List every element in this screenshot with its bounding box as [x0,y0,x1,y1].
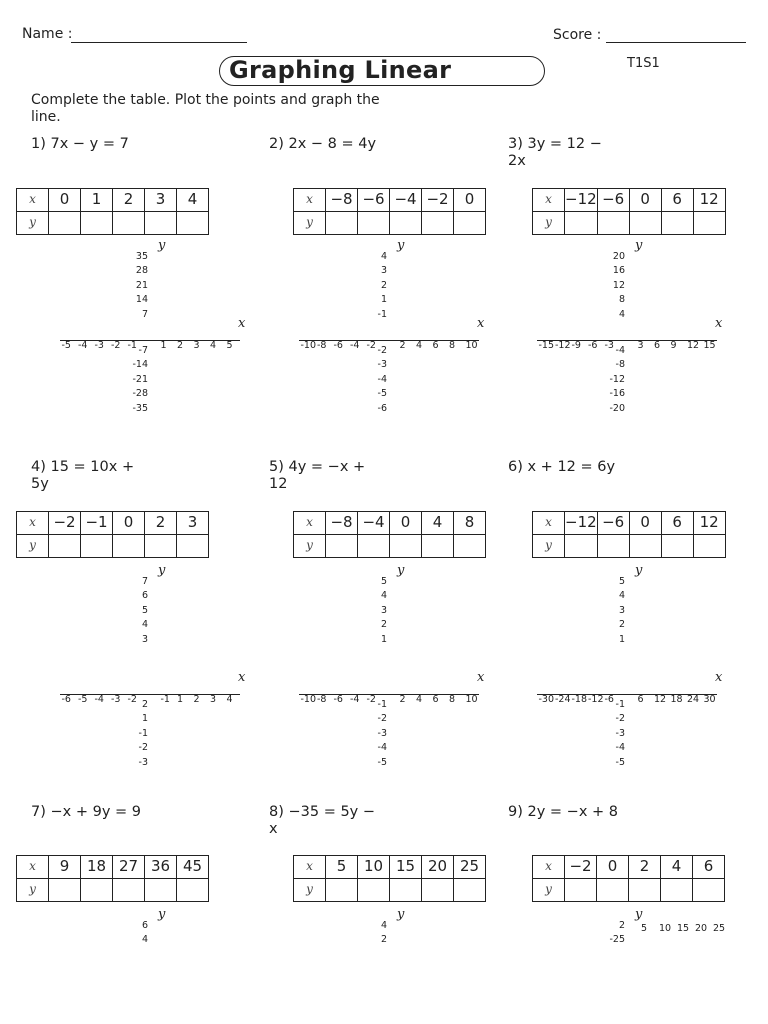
x-value-cell: 3 [145,189,177,212]
y-tick-label: 3 [380,604,387,616]
y-tick-label: 5 [141,604,148,616]
y-answer-cell[interactable] [390,535,422,558]
y-row-label: y [294,212,326,235]
y-axis-name: y [635,563,643,578]
y-row-label: y [533,879,565,902]
y-answer-cell[interactable] [629,879,661,902]
x-tick-label: -4 [94,694,104,705]
x-tick-label: 20 [695,923,708,934]
x-value-cell: 2 [113,189,145,212]
y-tick-label: -3 [377,359,387,371]
x-tick-label: -8 [317,694,327,705]
y-tick-label: -16 [609,388,625,400]
x-tick-label: 12 [687,340,700,351]
x-row-label: x [533,512,565,535]
x-tick-label: 24 [687,694,700,705]
x-value-cell: 10 [358,856,390,879]
x-tick-label: 10 [465,694,478,705]
x-tick-label: 4 [210,340,217,351]
x-tick-label: -12 [555,340,571,351]
x-value-cell: 0 [629,189,661,212]
table-row-y [294,212,486,235]
x-value-cell: −4 [358,512,390,535]
x-value-cell: 5 [326,856,358,879]
y-tick-label: 2 [141,699,148,710]
y-tick-label: -3 [138,756,148,768]
y-tick-label: -7 [138,345,148,356]
x-value-cell: 0 [113,512,145,535]
x-value-cell: 2 [629,856,661,879]
x-value-cell: 9 [49,856,81,879]
y-tick-label: 35 [135,251,148,262]
table-row-y [17,212,209,235]
x-axis-name: x [238,670,246,685]
y-tick-label: 4 [141,934,148,946]
x-tick-label: -1 [160,694,170,705]
y-answer-cell[interactable] [358,879,390,902]
table-row-x [533,856,725,879]
value-table [532,855,725,902]
x-tick-label: 2 [399,340,406,351]
y-answer-cell[interactable] [49,212,81,235]
y-answer-cell[interactable] [629,212,661,235]
x-tick-label: 2 [193,694,200,705]
y-tick-label: -2 [138,742,148,754]
x-row-label: x [294,856,326,879]
y-tick-label: -20 [609,402,625,414]
y-row-label: y [17,535,49,558]
x-tick-label: 15 [677,923,690,934]
x-tick-label: -15 [538,340,555,351]
y-answer-cell[interactable] [661,212,693,235]
problem-equation: 1) 7x − y = 7 [31,136,129,152]
y-answer-cell[interactable] [81,535,113,558]
x-tick-label: 2 [399,694,406,705]
y-tick-label: 4 [618,590,625,602]
x-value-cell: 6 [661,512,693,535]
y-tick-label: 28 [135,265,148,277]
y-tick-label: -25 [609,934,625,946]
x-tick-label: 15 [703,340,716,351]
problem-equation: 9) 2y = −x + 8 [508,804,618,820]
x-tick-label: -10 [300,694,317,705]
x-value-cell: 1 [81,189,113,212]
y-answer-cell[interactable] [326,212,358,235]
x-tick-label: 30 [703,694,716,705]
y-answer-cell[interactable] [565,879,597,902]
x-row-label: x [533,856,565,879]
x-axis-name: x [477,670,485,685]
x-tick-label: -9 [571,340,581,351]
y-answer-cell[interactable] [661,535,693,558]
y-tick-label: 1 [618,633,625,645]
x-axis-name: x [715,316,723,331]
x-tick-label: 9 [670,340,677,351]
x-value-cell: 0 [597,856,629,879]
x-row-label: x [17,512,49,535]
y-tick-label: 7 [141,576,148,587]
y-axis-name: y [635,907,643,922]
y-answer-cell[interactable] [693,535,725,558]
x-value-cell: −2 [565,856,597,879]
y-tick-label: -1 [377,308,387,320]
y-answer-cell[interactable] [177,879,209,902]
y-axis-name: y [158,238,166,253]
x-tick-label: -2 [127,694,137,705]
y-tick-label: 8 [618,294,625,306]
y-answer-cell[interactable] [113,212,145,235]
y-tick-label: -6 [377,402,387,414]
x-value-cell: 3 [177,512,209,535]
table-row-x [17,512,209,535]
y-tick-label: 2 [380,619,387,631]
x-tick-label: 8 [449,694,456,705]
value-table [532,511,726,558]
y-tick-label: 16 [612,265,625,277]
x-tick-label: -6 [61,694,71,705]
x-value-cell: 20 [422,856,454,879]
x-value-cell: 36 [145,856,177,879]
x-value-cell: 15 [390,856,422,879]
y-answer-cell[interactable] [422,879,454,902]
x-value-cell: 6 [693,856,725,879]
x-row-label: x [294,189,326,212]
y-tick-label: -4 [377,373,387,385]
y-axis-name: y [158,563,166,578]
table-row-y [294,535,486,558]
score-line[interactable] [606,42,746,43]
x-value-cell: 0 [629,512,661,535]
y-axis-name: y [158,907,166,922]
x-tick-label: 10 [465,340,478,351]
y-answer-cell[interactable] [565,535,598,558]
y-row-label: y [17,212,49,235]
x-tick-label: 3 [193,340,200,351]
x-value-cell: −12 [565,189,598,212]
x-tick-label: -24 [555,694,571,705]
x-tick-label: 1 [160,340,167,351]
x-tick-label: -2 [366,694,376,705]
x-value-cell: 4 [661,856,693,879]
value-table [293,855,486,902]
x-axis-name: x [715,670,723,685]
x-value-cell: 18 [81,856,113,879]
y-tick-label: 4 [618,308,625,320]
y-tick-label: 4 [141,619,148,631]
y-answer-cell[interactable] [358,535,390,558]
problem-equation: 6) x + 12 = 6y [508,459,616,475]
y-tick-label: 6 [141,590,148,602]
x-tick-label: 4 [416,340,423,351]
x-tick-label: -6 [333,694,343,705]
y-tick-label: 3 [380,265,387,277]
x-row-label: x [17,856,49,879]
y-axis-name: y [397,563,405,578]
x-row-label: x [17,189,49,212]
x-tick-label: -2 [366,340,376,351]
y-row-label: y [533,212,565,235]
y-answer-cell[interactable] [629,535,661,558]
y-row-label: y [17,879,49,902]
x-tick-label: 3 [210,694,217,705]
score-label: Score : [553,27,602,43]
x-tick-label: -4 [350,340,360,351]
table-row-x [294,512,486,535]
y-tick-label: -8 [615,359,625,371]
x-axis-name: x [238,316,246,331]
table-row-x [533,189,726,212]
y-tick-label: -14 [132,359,148,371]
problem-equation: 2) 2x − 8 = 4y [269,136,377,152]
y-tick-label: 20 [612,251,625,262]
x-value-cell: −12 [565,512,598,535]
x-value-cell: 25 [454,856,486,879]
y-answer-cell[interactable] [454,212,486,235]
y-answer-cell[interactable] [597,879,629,902]
y-tick-label: -35 [132,402,148,414]
y-answer-cell[interactable] [326,879,358,902]
x-tick-label: 3 [637,340,644,351]
x-value-cell: 4 [422,512,454,535]
x-tick-label: 8 [449,340,456,351]
y-answer-cell[interactable] [81,212,113,235]
page-title: Graphing Linear [229,56,452,84]
value-table [293,188,486,235]
y-answer-cell[interactable] [326,535,358,558]
y-tick-label: -4 [615,742,625,754]
x-value-cell: 12 [693,189,725,212]
value-table [532,188,726,235]
table-row-x [294,189,486,212]
x-tick-label: -6 [604,694,614,705]
y-tick-label: 12 [612,279,625,291]
y-tick-label: 4 [380,251,387,262]
x-value-cell: 6 [661,189,693,212]
y-answer-cell[interactable] [454,879,486,902]
x-tick-label: -30 [538,694,555,705]
y-tick-label: 7 [141,308,148,320]
y-answer-cell[interactable] [177,535,209,558]
y-answer-cell[interactable] [390,879,422,902]
problem-equation: 8) −35 = 5y − x [269,804,376,837]
x-value-cell: −1 [81,512,113,535]
y-answer-cell[interactable] [81,879,113,902]
x-tick-label: 4 [226,694,233,705]
table-row-y [533,212,726,235]
x-tick-label: 10 [659,923,672,934]
x-tick-label: 6 [432,340,439,351]
y-tick-label: -3 [615,727,625,739]
y-tick-label: -4 [377,742,387,754]
x-tick-label: -4 [78,340,88,351]
y-tick-label: 6 [141,920,148,931]
y-answer-cell[interactable] [113,879,145,902]
problem-equation: 3) 3y = 12 − 2x [508,136,602,169]
x-tick-label: 18 [670,694,683,705]
x-value-cell: −8 [326,189,358,212]
y-tick-label: 14 [135,294,148,306]
table-row-y [294,879,486,902]
table-row-x [17,189,209,212]
x-tick-label: -3 [604,340,614,351]
x-value-cell: −8 [326,512,358,535]
y-row-label: y [533,535,565,558]
value-table [16,511,209,558]
y-answer-cell[interactable] [454,535,486,558]
y-axis-name: y [397,238,405,253]
x-tick-label: 4 [416,694,423,705]
y-tick-label: 1 [141,713,148,725]
table-row-y [533,879,725,902]
y-tick-label: -12 [609,373,625,385]
x-tick-label: -18 [571,694,588,705]
value-table [16,855,209,902]
y-answer-cell[interactable] [145,212,177,235]
x-tick-label: -8 [317,340,327,351]
x-tick-label: -2 [111,340,121,351]
name-line[interactable] [71,42,247,43]
table-row-y [17,879,209,902]
y-tick-label: -2 [615,713,625,725]
x-value-cell: 45 [177,856,209,879]
y-answer-cell[interactable] [693,879,725,902]
x-tick-label: 6 [432,694,439,705]
y-answer-cell[interactable] [49,879,81,902]
y-answer-cell[interactable] [422,212,454,235]
table-row-y [533,535,726,558]
y-tick-label: -21 [132,373,148,385]
x-value-cell: 12 [693,512,725,535]
x-tick-label: -5 [61,340,71,351]
y-answer-cell[interactable] [145,879,177,902]
y-tick-label: -4 [615,345,625,356]
y-answer-cell[interactable] [597,535,629,558]
x-tick-label: 1 [177,694,184,705]
table-row-x [17,856,209,879]
y-tick-label: 5 [618,576,625,587]
y-tick-label: 1 [380,633,387,645]
y-tick-label: -28 [132,388,148,400]
y-axis-name: y [635,238,643,253]
problem-equation: 5) 4y = −x + 12 [269,459,366,492]
y-tick-label: 3 [141,633,148,645]
x-tick-label: -12 [588,694,604,705]
table-row-x [533,512,726,535]
x-tick-label: -3 [111,694,121,705]
x-tick-label: -3 [94,340,104,351]
value-table [16,188,209,235]
y-answer-cell[interactable] [661,879,693,902]
x-tick-label: -6 [588,340,598,351]
y-tick-label: -3 [377,727,387,739]
instructions: Complete the table. Plot the points and graph the line. [31,92,380,125]
y-answer-cell[interactable] [565,212,598,235]
x-value-cell: −6 [597,189,629,212]
y-tick-label: -2 [377,713,387,725]
x-tick-label: -4 [350,694,360,705]
y-tick-label: 21 [135,279,148,291]
y-row-label: y [294,535,326,558]
y-tick-label: -1 [615,699,625,710]
y-row-label: y [294,879,326,902]
x-tick-label: -1 [127,340,137,351]
y-tick-label: 2 [618,619,625,631]
x-value-cell: −6 [358,189,390,212]
table-row-y [17,535,209,558]
y-tick-label: -1 [377,699,387,710]
name-label: Name : [22,26,73,42]
x-tick-label: -6 [333,340,343,351]
x-value-cell: 4 [177,189,209,212]
x-tick-label: 6 [654,340,661,351]
x-tick-label: 12 [654,694,667,705]
y-tick-label: 2 [380,279,387,291]
y-tick-label: 2 [380,934,387,946]
x-value-cell: −4 [390,189,422,212]
x-value-cell: −2 [49,512,81,535]
table-row-x [294,856,486,879]
y-tick-label: 3 [618,604,625,616]
x-axis-name: x [477,316,485,331]
x-value-cell: 8 [454,512,486,535]
x-value-cell: 0 [390,512,422,535]
x-tick-label: -5 [78,694,88,705]
x-tick-label: 25 [713,923,726,934]
x-tick-label: 6 [637,694,644,705]
y-answer-cell[interactable] [113,535,145,558]
x-value-cell: −6 [597,512,629,535]
y-tick-label: -1 [138,727,148,739]
y-tick-label: 1 [380,294,387,306]
worksheet-code: T1S1 [627,56,660,71]
x-tick-label: 5 [226,340,233,351]
x-value-cell: −2 [422,189,454,212]
x-tick-label: 5 [641,923,648,934]
y-tick-label: 4 [380,920,387,931]
x-value-cell: 0 [454,189,486,212]
y-answer-cell[interactable] [597,212,629,235]
x-tick-label: 2 [177,340,184,351]
y-tick-label: 2 [618,920,625,931]
x-tick-label: -10 [300,340,317,351]
x-row-label: x [294,512,326,535]
problem-equation: 7) −x + 9y = 9 [31,804,141,820]
problem-equation: 4) 15 = 10x + 5y [31,459,135,492]
y-tick-label: 5 [380,576,387,587]
y-answer-cell[interactable] [49,535,81,558]
y-answer-cell[interactable] [693,212,725,235]
x-value-cell: 27 [113,856,145,879]
x-value-cell: 0 [49,189,81,212]
y-answer-cell[interactable] [145,535,177,558]
y-answer-cell[interactable] [390,212,422,235]
value-table [293,511,486,558]
y-tick-label: 4 [380,590,387,602]
x-value-cell: 2 [145,512,177,535]
y-answer-cell[interactable] [358,212,390,235]
x-row-label: x [533,189,565,212]
y-axis-name: y [397,907,405,922]
y-tick-label: -5 [377,388,387,400]
y-answer-cell[interactable] [177,212,209,235]
y-tick-label: -2 [377,345,387,356]
y-answer-cell[interactable] [422,535,454,558]
y-tick-label: -5 [615,756,625,768]
y-tick-label: -5 [377,756,387,768]
